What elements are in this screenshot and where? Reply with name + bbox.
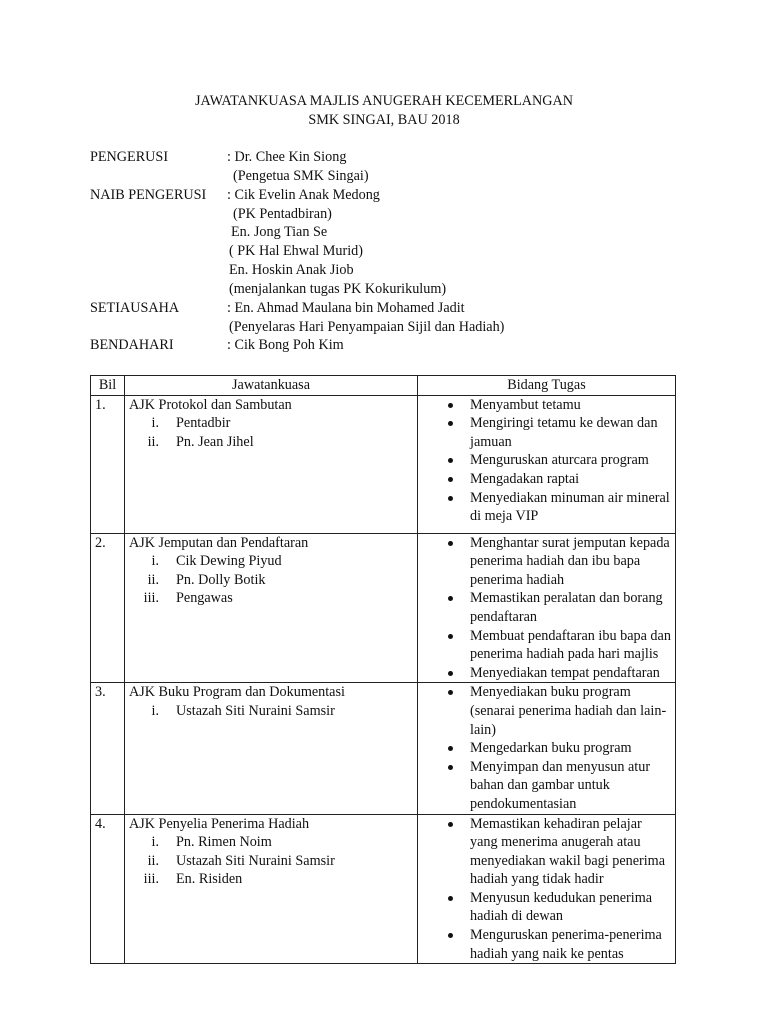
member-name: Pengawas [176, 590, 233, 607]
member-item [129, 702, 413, 721]
naib-pengerusi-label: NAIB PENGERUSI [90, 187, 207, 203]
table-row [91, 533, 676, 683]
committee-cell [125, 814, 418, 964]
task-item: Mengedarkan buku program [470, 739, 671, 758]
setiausaha-note: (Penyelaras Hari Penyampaian Sijil dan Hadiah) [229, 319, 505, 335]
naib-pengerusi-row [90, 186, 380, 205]
row-number: 1. [91, 395, 125, 533]
pengerusi-label: PENGERUSI [90, 149, 169, 165]
member-number: ii. [147, 571, 159, 588]
member-item [129, 433, 413, 452]
member-name: En. Risiden [176, 871, 243, 888]
naib-pengerusi-value: : Cik Evelin Anak Medong [227, 187, 380, 203]
committee-name: AJK Buku Program dan Dokumentasi [129, 684, 345, 701]
member-item [129, 833, 413, 852]
task-item: Menyusun kedudukan penerima hadiah di dewan [470, 889, 671, 926]
table-row [91, 395, 676, 533]
naib-pengerusi-line: (menjalankan tugas PK Kokurikulum) [229, 281, 447, 297]
task-list [422, 396, 671, 526]
task-list [422, 683, 671, 813]
document-title: JAWATANKUASA MAJLIS ANUGERAH KECEMERLANGAN [194, 93, 574, 109]
task-item: Menyediakan buku program (senarai penerima hadiah dan lain-lain) [470, 683, 671, 739]
setiausaha-value: : En. Ahmad Maulana bin Mohamed Jadit [227, 300, 465, 316]
task-item: Menguruskan aturcara program [470, 451, 671, 470]
committee-name: AJK Protokol dan Sambutan [129, 396, 292, 413]
member-item [129, 552, 413, 571]
member-name: Pn. Jean Jihel [176, 433, 254, 450]
committee-cell [125, 395, 418, 533]
committee-name: AJK Penyelia Penerima Hadiah [129, 815, 310, 832]
member-number: i. [151, 553, 159, 570]
member-number: iii. [143, 590, 159, 607]
task-item: Memastikan kehadiran pelajar yang menerima anugerah atau menyediakan wakil bagi penerima hadiah yang tidak hadir [470, 815, 671, 889]
task-item: Menguruskan penerima-penerima hadiah yang naik ke pentas [470, 926, 671, 963]
member-number: ii. [147, 852, 159, 869]
row-number: 2. [91, 533, 125, 683]
tasks-cell [418, 814, 676, 964]
committee-name: AJK Jemputan dan Pendaftaran [129, 534, 309, 551]
task-list [422, 534, 671, 683]
setiausaha-row [90, 299, 465, 318]
bendahari-row [90, 336, 344, 355]
naib-pengerusi-line: (PK Pentadbiran) [233, 206, 332, 222]
member-item [129, 589, 413, 608]
pengerusi-value: : Dr. Chee Kin Siong [227, 149, 347, 165]
tasks-cell [418, 395, 676, 533]
task-item: Membuat pendaftaran ibu bapa dan penerima hadiah pada hari majlis [470, 627, 671, 663]
naib-pengerusi-line: ( PK Hal Ehwal Murid) [229, 243, 363, 259]
task-item: Menghantar surat jemputan kepada penerima hadiah dan ibu bapa penerima hadiah [470, 534, 670, 588]
member-name: Ustazah Siti Nuraini Samsir [176, 852, 335, 869]
member-number: ii. [147, 433, 159, 450]
table-row [91, 683, 676, 814]
member-name: Pn. Dolly Botik [176, 571, 266, 588]
bendahari-label: BENDAHARI [90, 337, 174, 353]
table-header-row [91, 376, 676, 396]
tasks-cell [418, 683, 676, 814]
member-number: iii. [143, 871, 159, 888]
member-number: i. [151, 702, 159, 719]
member-number: i. [151, 834, 159, 851]
document-subtitle: SMK SINGAI, BAU 2018 [308, 112, 460, 128]
committee-cell [125, 683, 418, 814]
pengerusi-note: (Pengetua SMK Singai) [233, 168, 369, 184]
task-item: Memastikan peralatan dan borang pendaftaran [470, 589, 671, 626]
row-number: 4. [91, 814, 125, 964]
committee-table [90, 375, 676, 964]
naib-pengerusi-line: En. Jong Tian Se [231, 224, 328, 240]
task-item: Mengiringi tetamu ke dewan dan jamuan [470, 414, 671, 451]
task-item: Menyediakan minuman air mineral di meja VIP [470, 489, 670, 525]
task-list [422, 815, 671, 964]
member-name: Cik Dewing Piyud [176, 553, 282, 570]
tasks-cell [418, 533, 676, 683]
member-number: i. [151, 415, 159, 432]
task-item: Menyimpan dan menyusun atur bahan dan gambar untuk pendokumentasian [470, 758, 671, 814]
task-item: Menyediakan tempat pendaftaran [470, 664, 671, 683]
member-item [129, 571, 413, 590]
header-bil: Bil [91, 376, 125, 396]
committee-cell [125, 533, 418, 683]
row-number: 3. [91, 683, 125, 814]
naib-pengerusi-line: En. Hoskin Anak Jiob [229, 262, 354, 278]
header-jawatankuasa: Jawatankuasa [125, 376, 418, 396]
task-item: Menyambut tetamu [470, 396, 671, 415]
member-item [129, 870, 413, 889]
member-name: Pn. Rimen Noim [176, 834, 272, 851]
pengerusi-row [90, 148, 346, 167]
member-name: Ustazah Siti Nuraini Samsir [176, 702, 335, 719]
member-name: Pentadbir [176, 415, 231, 432]
setiausaha-label: SETIAUSAHA [90, 300, 180, 316]
bendahari-value: : Cik Bong Poh Kim [227, 337, 344, 353]
header-bidang-tugas: Bidang Tugas [418, 376, 676, 396]
member-item [129, 852, 413, 871]
table-row [91, 814, 676, 964]
member-item [129, 414, 413, 433]
task-item: Mengadakan raptai [470, 470, 671, 489]
